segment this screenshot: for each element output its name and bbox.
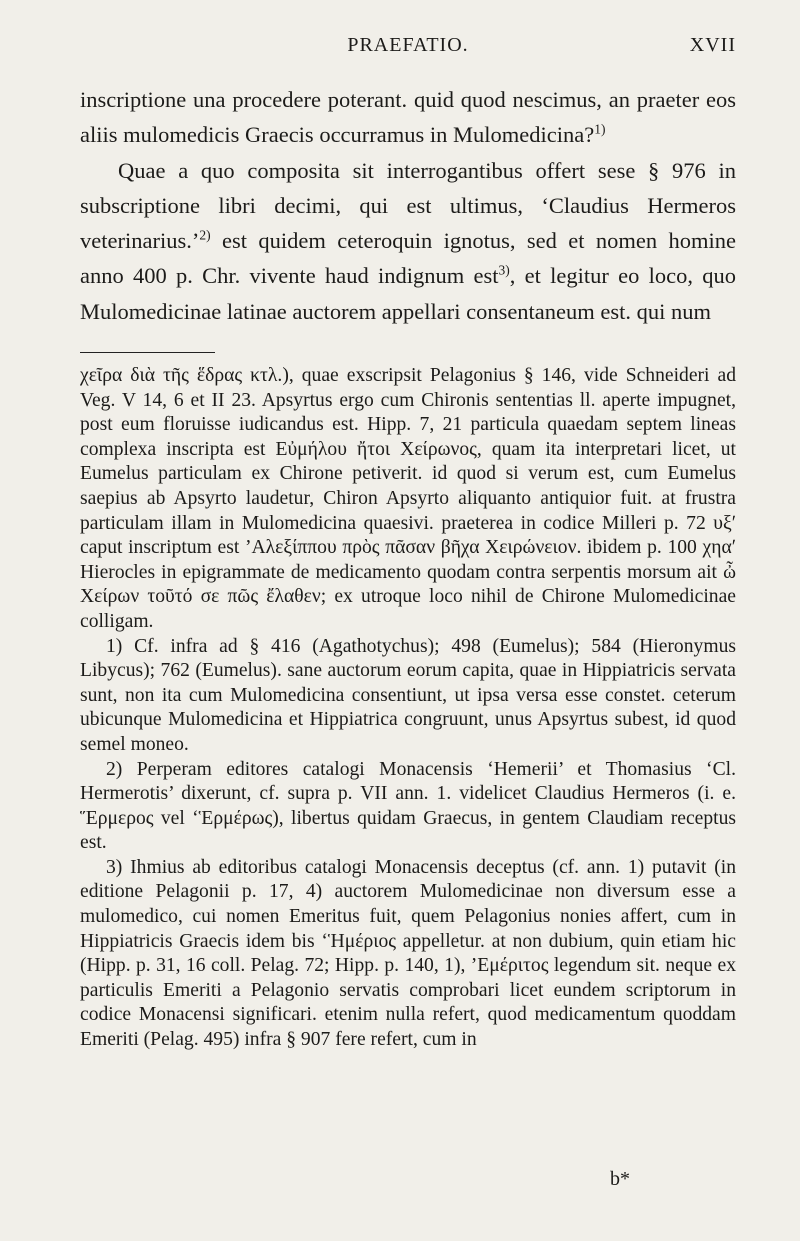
main-paragraph-2-text-c: , et legitur eo loco, quo Mulomedicinae latinae auctorem appellari consentaneum est. qui num <box>80 263 736 324</box>
footnote-ref-2: 2) <box>199 227 211 243</box>
main-paragraph-1 <box>80 82 736 153</box>
footnote-separator <box>80 352 215 353</box>
running-title: PRAEFATIO. <box>347 34 469 56</box>
signature-mark: b* <box>610 1168 630 1190</box>
footnote-3: 3) Ihmius ab editoribus catalogi Monacensis deceptus (cf. ann. 1) putavit (in editione Pelagonii p. 17, 4) auctorem Mulomedicinae non diversum esse a mulomedico, cui nomen Emeritus fuit, quem Pelagonius nonies affert, cum in Hippiatricis Graecis idem bis ‘Ἡμέριος appelletur. at non dubium, quin etiam hic (Hipp. p. 31, 16 coll. Pelag. 72; Hipp. p. 140, 1), ’Εμέριτος legendum sit. neque ex particulis Emeriti a Pelagonio servatis comprobari licet eundem scriptorum in codice Monacensi significari. etenim nulla refert, quod medicamentum quoddam Emeriti (Pelag. 495) infra § 907 fere refert, cum in <box>80 856 736 1051</box>
footnote-2: 2) Perperam editores catalogi Monacensis ‘Hemerii’ et Thomasius ‘Cl. Hermerotis’ dixerunt, cf. supra p. VII ann. 1. videlicet Claudius Hermeros (i. e. Ἕρμερος vel ‘Ἑρμέρως), libertus quidam Graecus, in gentem Claudiam receptus est. <box>80 758 736 854</box>
footnote-1: 1) Cf. infra ad § 416 (Agathotychus); 498 (Eumelus); 584 (Hieronymus Libycus); 762 (Eumelus). sane auctorum eorum capita, quae in Hippiatricis servata sunt, non ita cum Mulomedicina consentiunt, ut ipsa versa esse constet. ceterum ubicunque Mulomedicina et Hippiatrica congruunt, unus Apsyrtus subest, id quod semel moneo. <box>80 635 736 755</box>
main-paragraph-2-text-b: est quidem ceteroquin ignotus, sed et nomen homine anno 400 p. Chr. vivente haud indignum est <box>80 228 736 289</box>
main-text <box>80 82 736 329</box>
page-number: XVII <box>689 34 736 56</box>
running-header <box>80 34 736 62</box>
main-paragraph-2 <box>80 153 736 329</box>
footnote-continuation: χεῖρα διὰ τῆς ἕδρας κτλ.), quae exscripsit Pelagonius § 146, vide Schneideri ad Veg. V 14, 6 et II 23. Apsyrtus ergo cum Chironis sententias ll. aperte impugnet, post eum floruisse iudicandus est. Hipp. 7, 21 particula quaedam septem lineas complexa inscripta est Εὐμήλου ἤτοι Χείρωνος, quam ita interpretari licet, ut Eumelus particulam ex Chirone petiverit. id quod si verum est, cum Eumelus saepius ab Apsyrto laudetur, Chiron Apsyrto aliquanto antiquior fuit. at frustra particulam illam in Mulomedicina quaesivi. praeterea in codice Milleri p. 72 υξʹ caput inscriptum est ’Αλεξίππου πρὸς πᾶσαν βῆχα Χειρώνειον. ibidem p. 100 χηαʹ Hierocles in epigrammate de medicamento quodam contra serpentis morsum ait ὦ Χείρων τοῦτό σε πῶς ἔλαθεν; ex utroque loco nihil de Chirone Mulomedicinae colligam. <box>80 365 736 632</box>
footnote-ref-1: 1) <box>594 121 606 137</box>
main-paragraph-2-text-a: Quae a quo composita sit interrogantibus offert sese § 976 in subscriptione libri decimi, qui est ultimus, ‘Claudius Hermeros veterinarius.’ <box>80 157 736 254</box>
footnotes <box>80 364 736 1053</box>
footnote-ref-3: 3) <box>498 262 510 278</box>
main-paragraph-1-text: inscriptione una procedere poterant. quid quod nescimus, an praeter eos aliis mulomedicis Graecis occurramus in Mulomedicina? <box>80 87 736 148</box>
